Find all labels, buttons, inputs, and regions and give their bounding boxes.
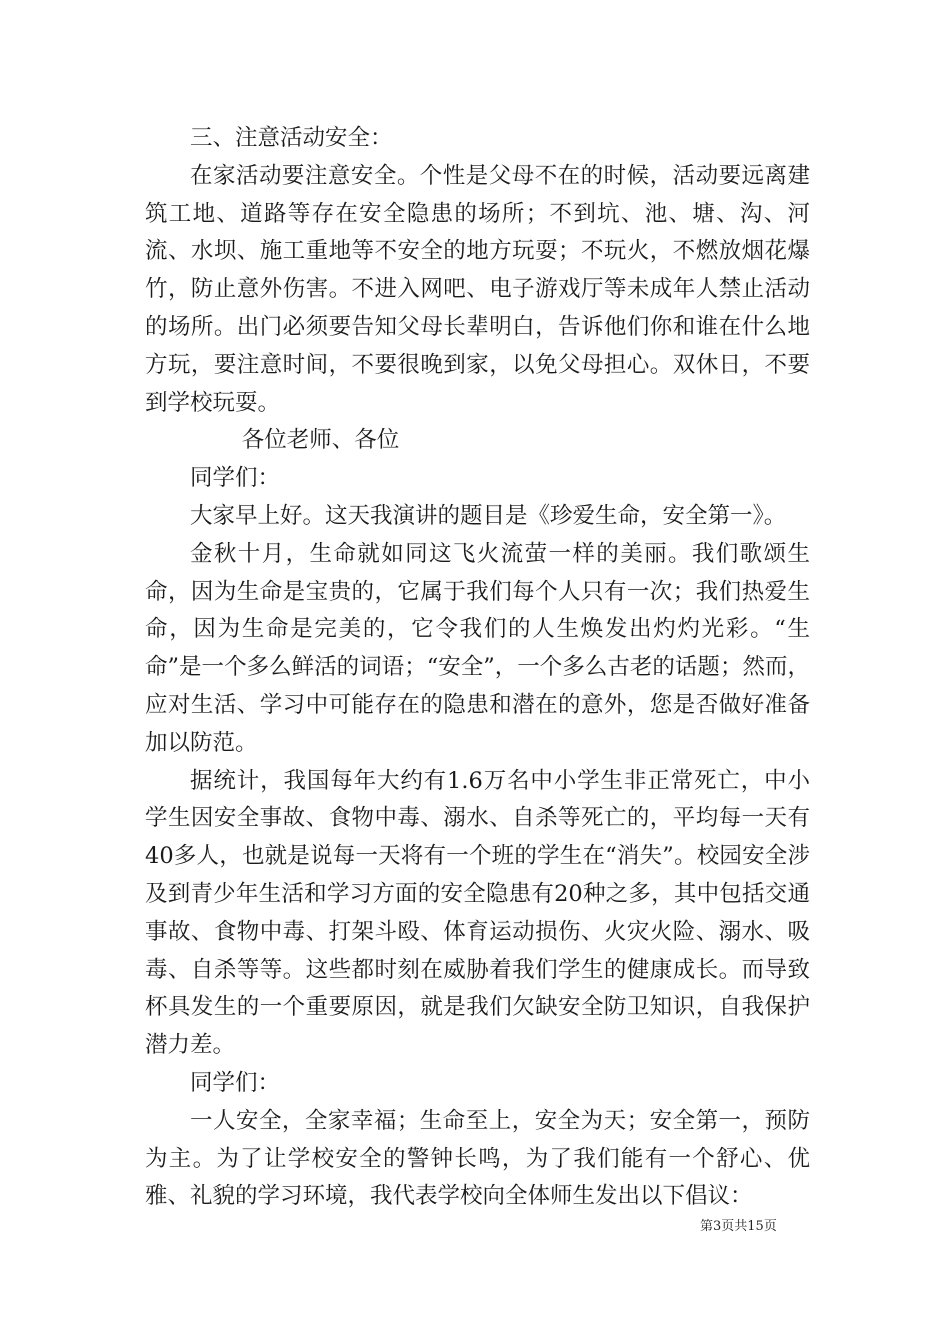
salutation-teachers: 各位老师、各位 [241,427,400,454]
salutation-students-2: 同学们： [190,1069,281,1096]
document-body [145,120,810,1216]
paragraph-greeting: 大家早上好。这天我演讲的题目是《珍爱生命，安全第一》。 [190,502,787,529]
paragraph-activity-safety: 在家活动要注意安全。个性是父母不在的时候，活动要远离建筑工地、道路等存在安全隐患的场所；不到坑、池、塘、沟、河流、水坝、施工重地等不安全的地方玩耍；不玩火，不燃放烟花爆竹，防止意外伤害。不进入网吧、电子游戏厅等未成年人禁止活动的场所。出门必须要告知父母长辈明白，告诉他们你和谁在什么地方玩，要注意时间，不要很晚到家，以免父母担心。双休日，不要到学校玩耍。 [145,162,810,416]
paragraph-life: 金秋十月，生命就如同这飞火流萤一样的美丽。我们歌颂生命，因为生命是宝贵的，它属于我们每个人只有一次；我们热爱生命，因为生命是完美的，它令我们的人生焕发出灼灼光彩。“生命”是一个多么鲜活的词语；“安全”，一个多么古老的话题；然而，应对生活、学习中可能存在的隐患和潜在的意外，您是否做好准备加以防范。 [145,540,810,756]
salutation-students: 同学们： [190,465,281,492]
paragraph-initiative: 一人安全，全家幸福；生命至上，安全为天；安全第一，预防为主。为了让学校安全的警钟长鸣，为了我们能有一个舒心、优雅、礼貌的学习环境，我代表学校向全体师生发出以下倡议： [145,1107,810,1210]
paragraph-statistics: 据统计，我国每年大约有1.6万名中小学生非正常死亡，中小学生因安全事故、食物中毒、溺水、自杀等死亡的，平均每一天有40多人，也就是说每一天将有一个班的学生在“消失”。校园安全涉及到青少年生活和学习方面的安全隐患有20种之多，其中包括交通事故、食物中毒、打架斗殴、体育运动损伤、火灾火险、溺水、吸毒、自杀等等。这些都时刻在威胁着我们学生的健康成长。而导致杯具发生的一个重要原因，就是我们欠缺安全防卫知识，自我保护潜力差。 [145,767,810,1059]
page-number: 第3页共15页 [700,1219,777,1234]
section-heading: 三、注意活动安全： [190,125,393,151]
